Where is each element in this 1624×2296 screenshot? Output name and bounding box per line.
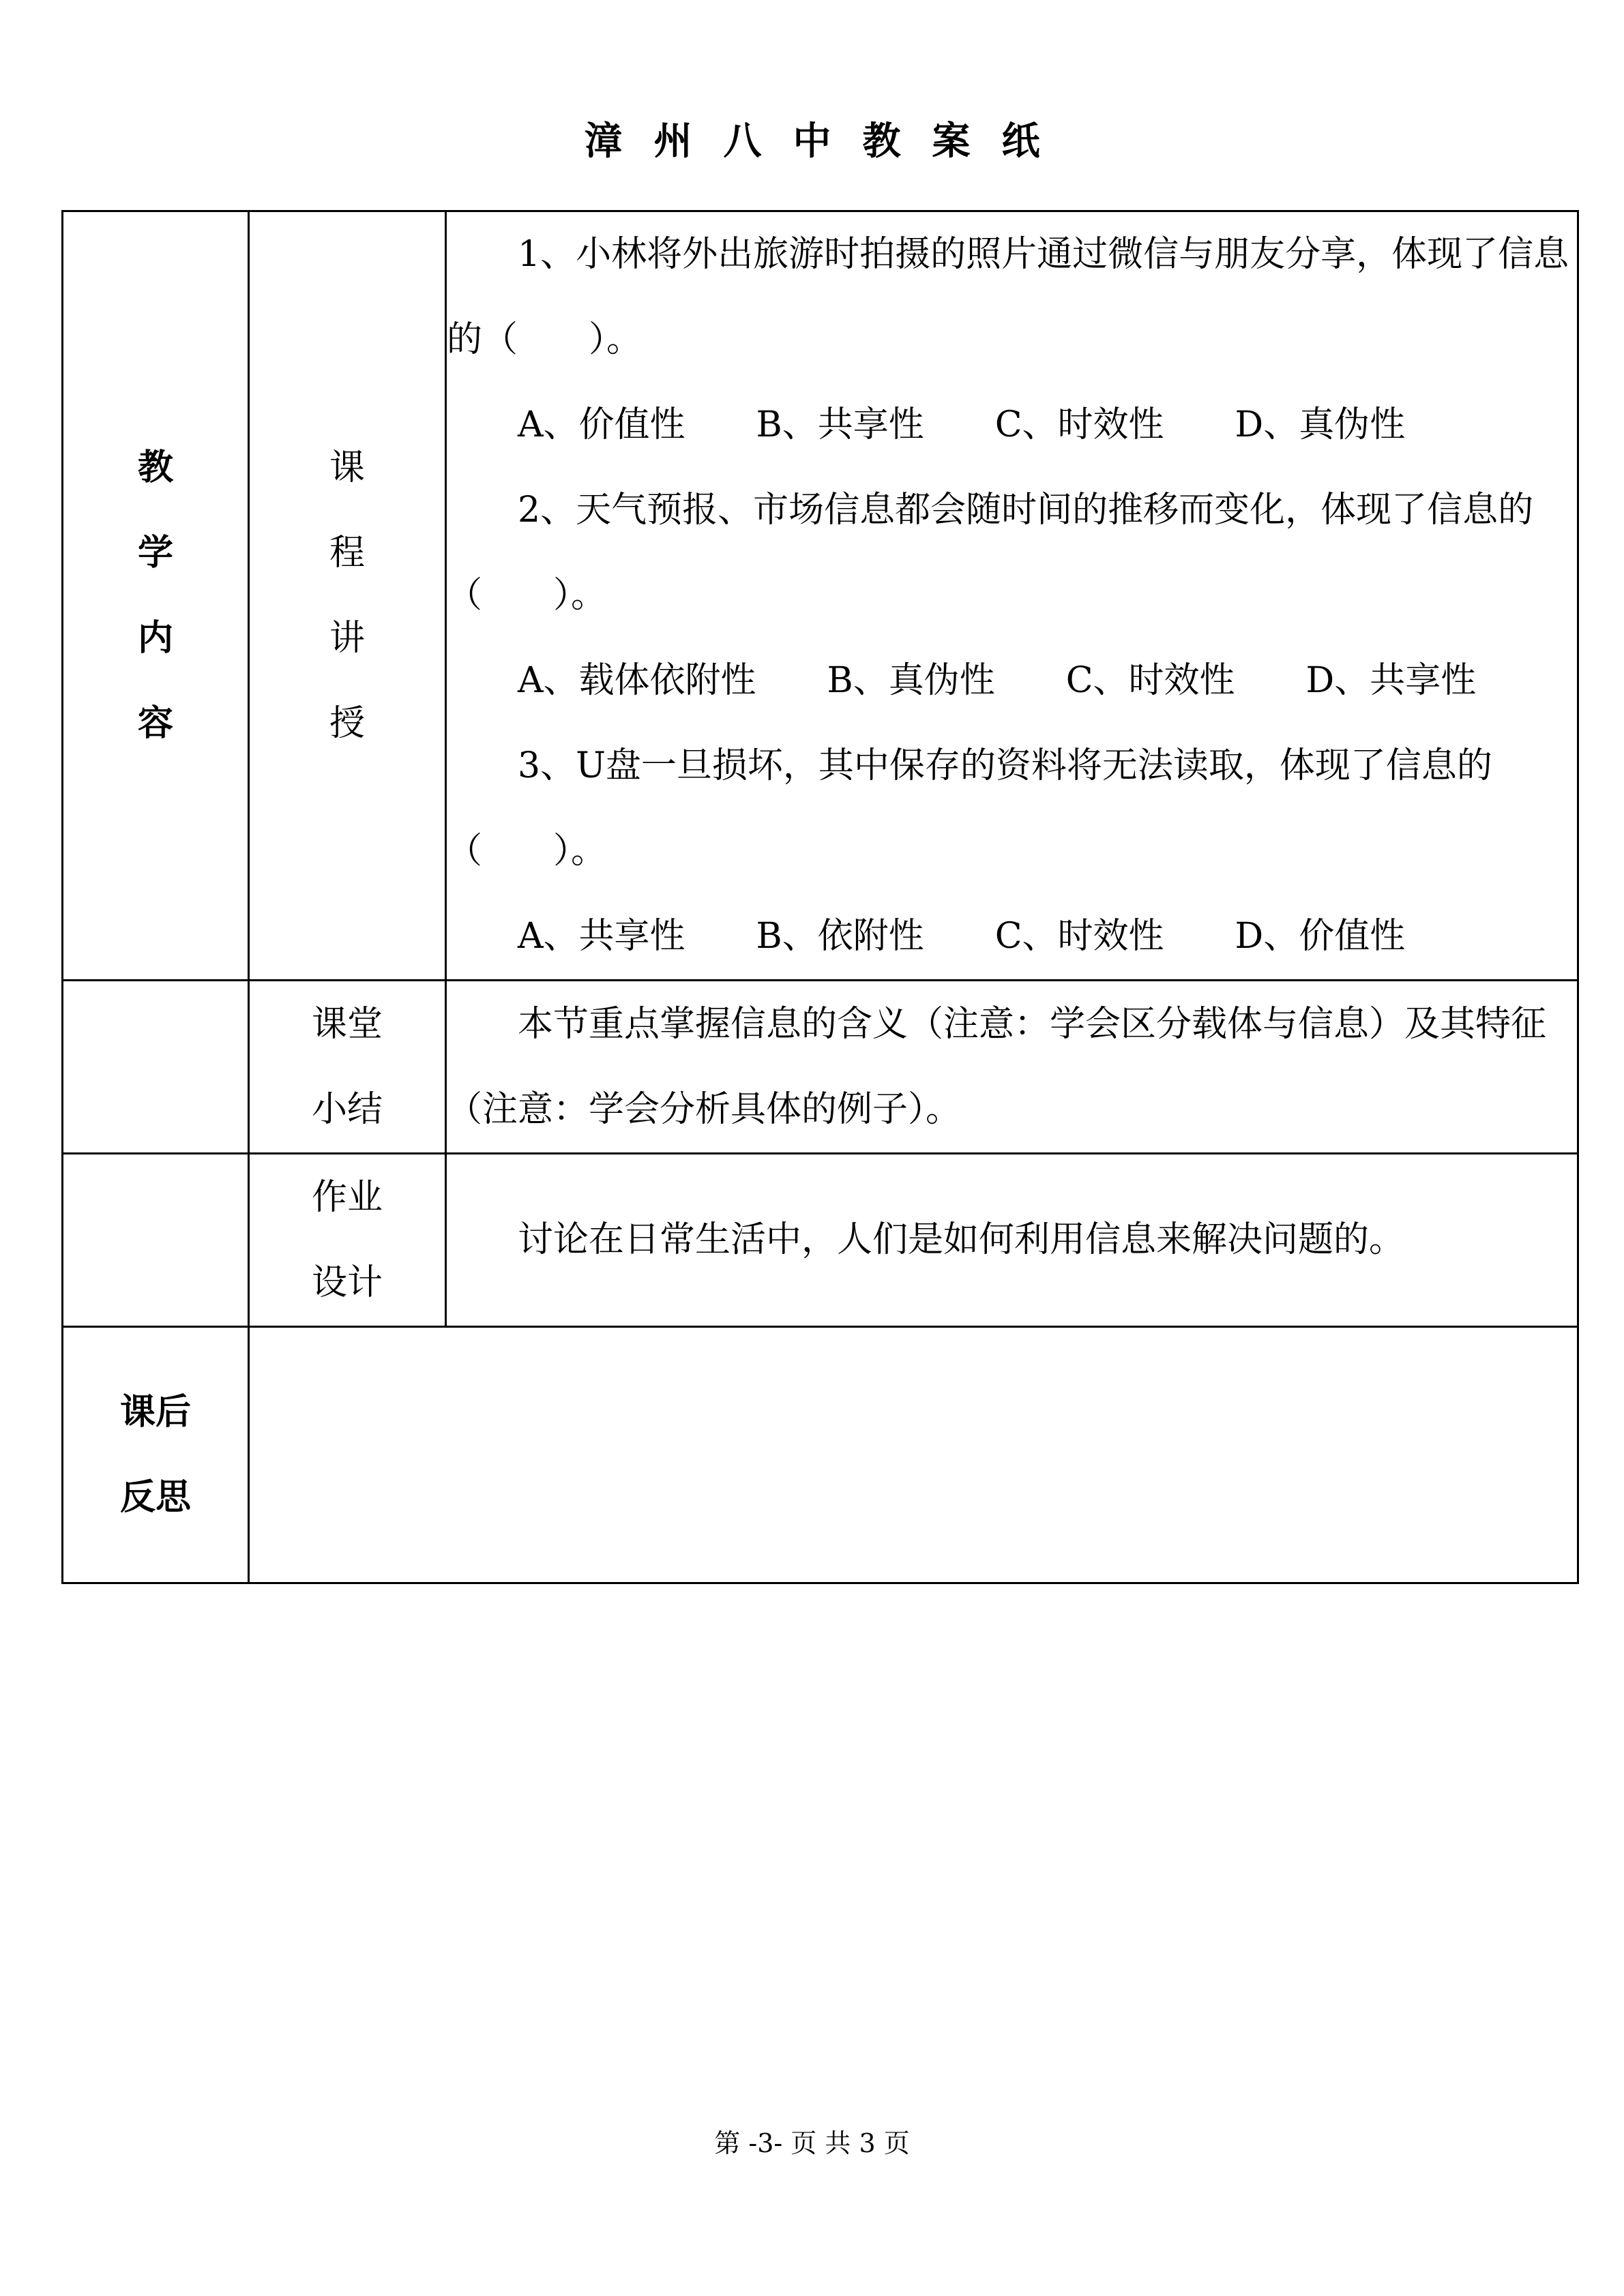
summary-row [63,981,1578,1154]
label-line: 课后 [119,1391,191,1433]
summary-text: 本节重点掌握信息的含义（注意：学会区分载体与信息）及其特征（注意：学会分析具体的例子）。 [447,1003,1547,1130]
homework-row [63,1154,1578,1327]
empty-cell [63,1154,249,1327]
lecture-label [249,211,446,981]
page-footer: 第 -3- 页 共 3 页 [714,2128,910,2158]
reflection-label [63,1327,249,1583]
reflection-row [63,1327,1578,1583]
label-char: 教 [137,447,173,488]
summary-label [249,981,446,1154]
page-title: 漳州八中教案纸 [584,119,1072,164]
question-options: A、价值性 B、共享性 C、时效性 D、真伪性 [518,404,1406,445]
question-stem: 3、U盘一旦损坏，其中保存的资料将无法读取，体现了信息的（ ）。 [447,745,1492,871]
label-line: 设计 [311,1262,383,1303]
label-line: 作业 [311,1176,383,1218]
label-line: 小结 [311,1088,383,1130]
reflection-content [249,1327,1578,1583]
homework-label [249,1154,446,1327]
label-line: 反思 [119,1476,191,1518]
homework-text: 讨论在日常生活中，人们是如何利用信息来解决问题的。 [446,1154,1578,1327]
label-line: 课堂 [311,1003,383,1045]
label-char: 内 [137,617,173,659]
question-stem: 1、小林将外出旅游时拍摄的照片通过微信与朋友分享，体现了信息的（ ）。 [447,234,1569,360]
question-options: A、共享性 B、依附性 C、时效性 D、价值性 [518,916,1406,957]
question-stem: 2、天气预报、市场信息都会随时间的推移而变化，体现了信息的（ ）。 [447,490,1534,616]
label-char: 程 [329,532,365,573]
label-char: 授 [329,702,365,744]
label-char: 学 [137,532,173,573]
teaching-row [63,211,1578,981]
empty-cell [63,981,249,1154]
lecture-content [446,211,1578,981]
lesson-plan-table [61,210,1579,1584]
question-options: A、载体依附性 B、真伪性 C、时效性 D、共享性 [518,660,1477,701]
label-char: 讲 [329,617,365,659]
label-char: 课 [329,447,365,488]
label-char: 容 [137,702,173,744]
teaching-content-label [63,211,249,981]
summary-content [446,981,1578,1154]
